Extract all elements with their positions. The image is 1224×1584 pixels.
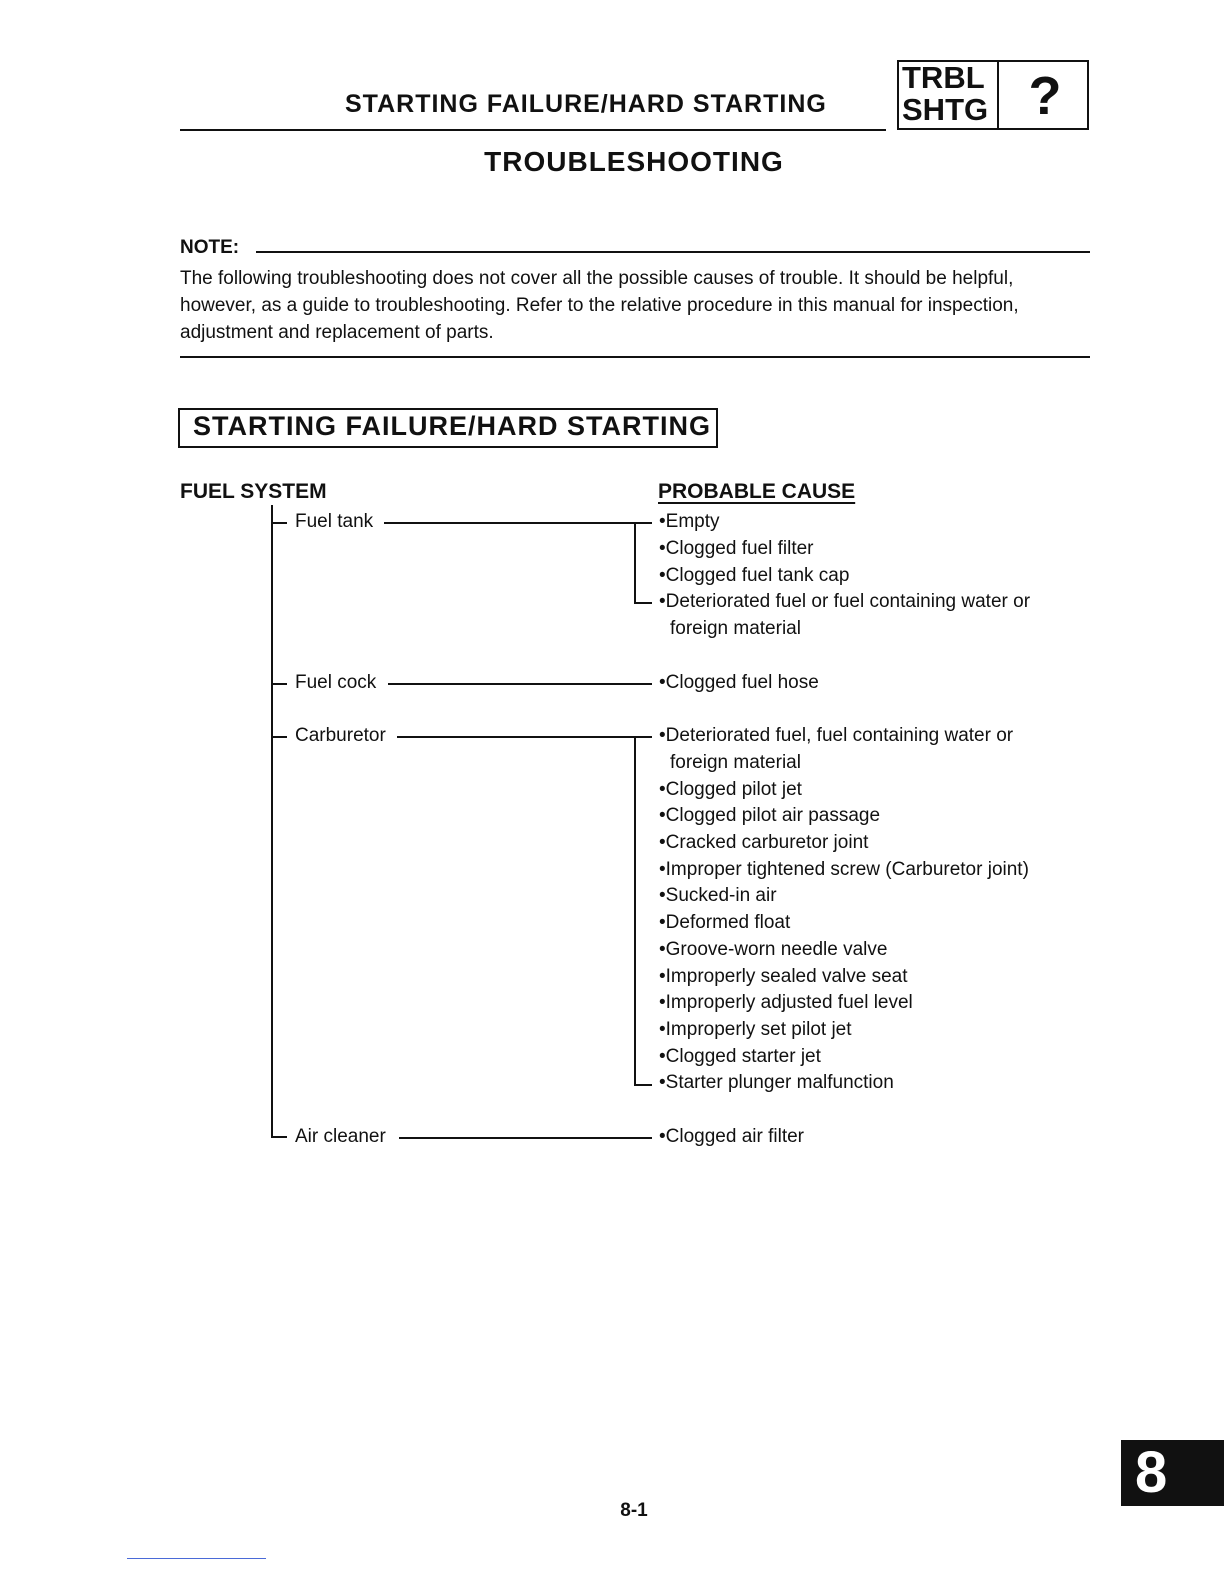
page-title: TROUBLESHOOTING (484, 146, 784, 177)
note-label: NOTE: (180, 237, 240, 258)
carburetor-connector (397, 736, 652, 738)
fuel-cock-connector (388, 683, 652, 685)
page-number: 8-1 (620, 1500, 648, 1521)
air-cleaner-branch (271, 1136, 287, 1138)
cause-item-continued: foreign material (670, 618, 801, 639)
fuel-tank-label: Fuel tank (295, 511, 374, 532)
cause-item: •Clogged pilot jet (659, 779, 802, 800)
section-title: STARTING FAILURE/HARD STARTING (193, 411, 711, 441)
question-mark-icon: ? (1028, 66, 1062, 126)
cause-item: •Deformed float (659, 912, 791, 933)
fuel-tank-connector (384, 522, 652, 524)
cause-item: •Clogged starter jet (659, 1046, 821, 1067)
cause-item: •Clogged pilot air passage (659, 805, 881, 826)
badge-text (902, 62, 988, 126)
fuel-tank-bracket (634, 522, 636, 603)
bottom-link-line (127, 1558, 266, 1559)
cause-item: •Deteriorated fuel or fuel containing water or (659, 591, 1031, 612)
note-rule (256, 251, 1090, 253)
cause-item: •Improperly sealed valve seat (659, 966, 908, 987)
cause-item: •Clogged fuel tank cap (659, 565, 850, 586)
cause-item: •Starter plunger malfunction (659, 1072, 894, 1093)
air-cleaner-label: Air cleaner (295, 1126, 386, 1147)
cause-item: •Cracked carburetor joint (659, 832, 869, 853)
carburetor-branch (271, 736, 287, 738)
carburetor-bracket-foot (634, 1084, 652, 1086)
cause-item: •Improperly set pilot jet (659, 1019, 852, 1040)
note-rule-bottom (180, 356, 1090, 358)
cause-heading: PROBABLE CAUSE (658, 480, 856, 503)
cause-item: •Improper tightened screw (Carburetor joint) (659, 859, 1029, 880)
cause-item: •Clogged air filter (659, 1126, 804, 1147)
system-label: FUEL SYSTEM (180, 480, 327, 503)
header-title: STARTING FAILURE/HARD STARTING (345, 90, 827, 118)
badge-divider (997, 60, 999, 130)
note-body: The following troubleshooting does not cover all the possible causes of trouble. It should be helpful, however, as a guide to troubleshooting. Refer to the relative procedure in this manual for inspection, adjustment and replacement of parts. (180, 268, 1019, 343)
cause-item: •Groove-worn needle valve (659, 939, 888, 960)
badge-line-2: SHTG (902, 92, 989, 127)
cause-item: •Empty (659, 511, 720, 532)
carburetor-bracket (634, 736, 636, 1085)
badge-line-1: TRBL (902, 60, 985, 95)
fuel-cock-label: Fuel cock (295, 672, 377, 693)
air-cleaner-connector (399, 1137, 652, 1139)
cause-item-continued: foreign material (670, 752, 801, 773)
header-rule (180, 129, 886, 131)
cause-item: •Clogged fuel filter (659, 538, 814, 559)
fuel-tank-bracket-foot (634, 602, 652, 604)
carburetor-label: Carburetor (295, 725, 386, 746)
cause-item: •Deteriorated fuel, fuel containing water or (659, 725, 1014, 746)
chapter-tab: 8 (1121, 1440, 1224, 1506)
fuel-cock-branch (271, 683, 287, 685)
tree-trunk-line (271, 505, 273, 1137)
cause-item: •Sucked-in air (659, 885, 777, 906)
cause-item: •Clogged fuel hose (659, 672, 819, 693)
fuel-tank-branch (271, 522, 287, 524)
cause-item: •Improperly adjusted fuel level (659, 992, 913, 1013)
